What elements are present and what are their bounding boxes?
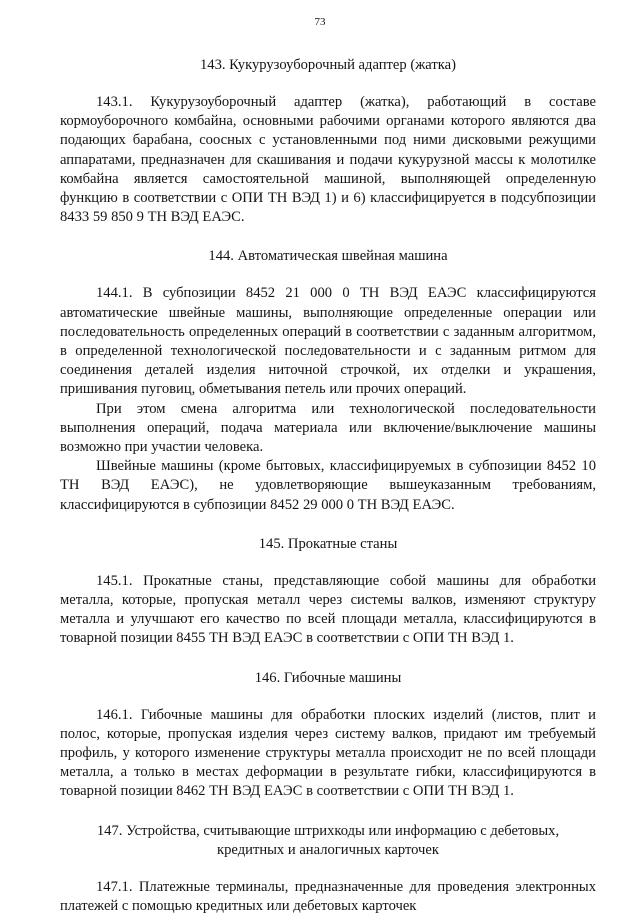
paragraph: 144.1. В субпозиции 8452 21 000 0 ТН ВЭД ЕАЭС классифицируются автоматические швейные машины, выполняющие определенные операции или последовательность определенных операций в соответствии с заданным алгоритмом, в определенной технологической последовательности и с заданным ритмом для соединения деталей изделия ниточной строчкой, их отделки и украшения, пришивания пуговиц, обметывания петель или прочих операций. [60, 285, 596, 398]
section-heading: 143. Кукурузоуборочный адаптер (жатка) [199, 57, 456, 73]
section-147 [60, 822, 596, 916]
section-145 [60, 535, 596, 649]
section-144 [60, 247, 596, 514]
paragraph: 147.1. Платежные терминалы, предназначенные для проведения электронных платежей с помощью кредитных или дебетовых карточек [60, 878, 596, 914]
paragraph: Швейные машины (кроме бытовых, классифицируемых в субпозиции 8452 10 ТН ВЭД ЕАЭС), не удовлетворяющие вышеуказанным требованиям, классифицируются в субпозиции 8452 29 000 0 ТН ВЭД ЕАЭС. [60, 458, 596, 513]
section-heading: 145. Прокатные станы [258, 535, 398, 552]
section-146 [60, 669, 596, 802]
section-heading: 147. Устройства, считывающие штрихкоды или информацию с дебетовых, кредитных и аналогичных карточек [96, 822, 560, 858]
document-body [60, 56, 596, 916]
page-number: 73 [314, 16, 326, 28]
paragraph: При этом смена алгоритма или технологической последовательности выполнения операций, подача материала или включение/выключение машины возможно при участии человека. [60, 400, 596, 456]
section-heading: 146. Гибочные машины [254, 669, 402, 686]
section-143 [60, 56, 596, 227]
paragraph: 143.1. Кукурузоуборочный адаптер (жатка), работающий в составе кормоуборочного комбайна, основными рабочими органами которого являются два подающих барабана, соосных с установленными под ними дисковыми режущими аппаратами, предназначен для скашивания и подачи кукурузной массы к молотилке комбайна является самостоятельной машиной, выполняющей определенную функцию в соответствии с ОПИ ТН ВЭД 1) и 6) классифицируется в подсубпозиции 8433 59 850 9 ТН ВЭД ЕАЭС. [60, 94, 596, 226]
section-heading: 144. Автоматическая швейная машина [208, 248, 448, 265]
paragraph: 145.1. Прокатные станы, представляющие собой машины для обработки металла, которые, пропуская металл через системы валков, изменяют структуру металла и улучшают его качество по всей площади металла, классифицируются в товарной позиции 8455 ТН ВЭД ЕАЭС в соответствии с ОПИ ТН ВЭД 1. [60, 572, 596, 647]
paragraph: 146.1. Гибочные машины для обработки плоских изделий (листов, плит и полос, которые, пропуская изделия через систему валков, придают им требуемый профиль, у которого изменение структуры металла происходит не по всей площади металла, а только в местах деформации в результате гибки, классифицируются в товарной позиции 8462 ТН ВЭД ЕАЭС в соответствии с ОПИ ТН ВЭД 1. [60, 706, 596, 800]
